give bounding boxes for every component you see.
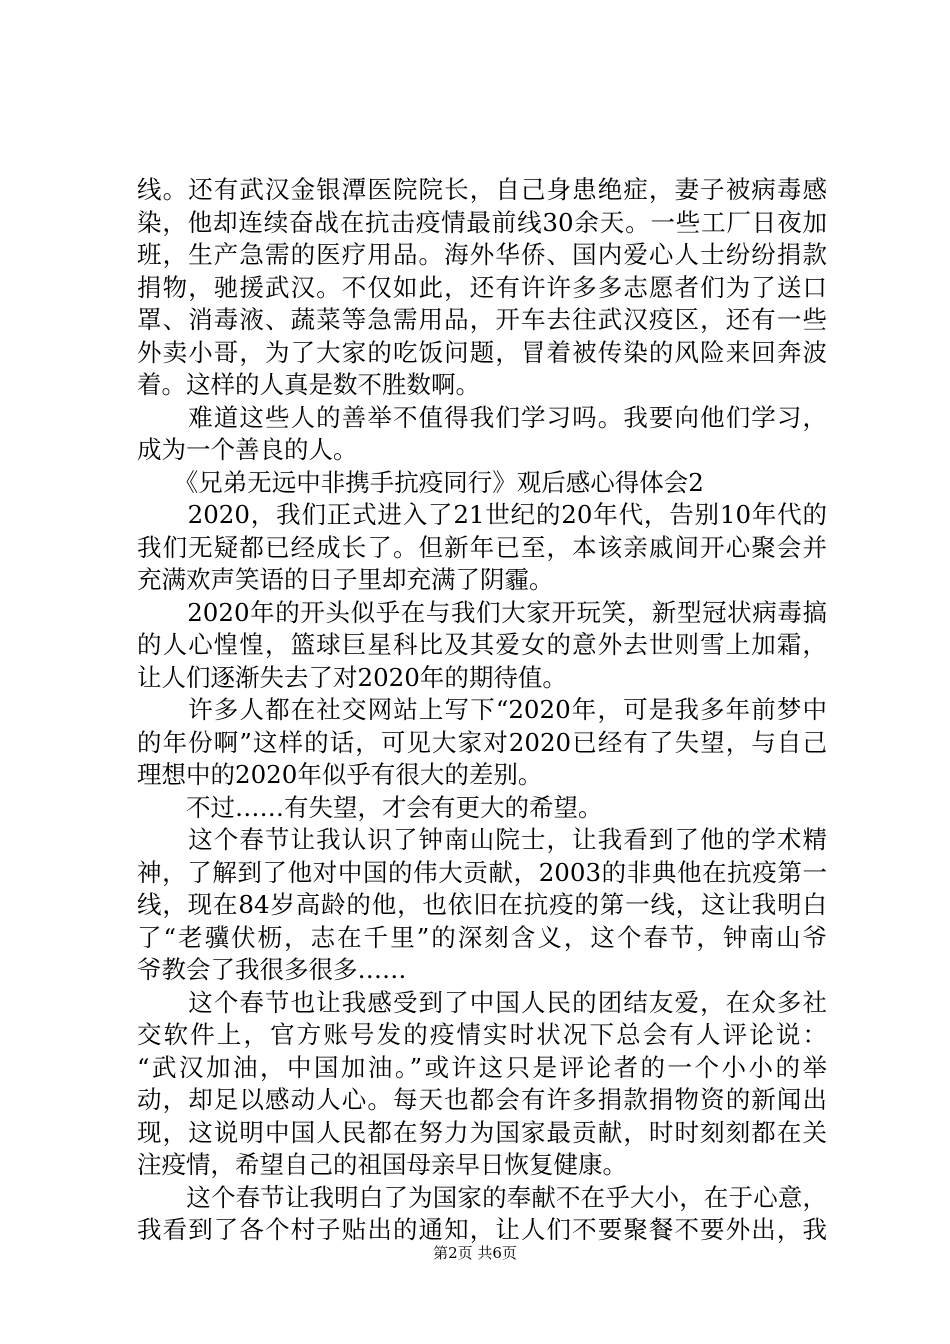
text-line: 这个春节让我认识了钟南山院士，让我看到了他的学术精 [137,825,827,854]
text-line: 充满欢声笑语的日子里却充满了阴霾。 [137,565,554,594]
text-line: 交软件上，官方账号发的疫情实时状况下总会有人评论说： [137,1020,827,1049]
text-line: 成为一个善良的人。 [137,435,358,464]
page-footer: 第2页 共6页 [433,1244,517,1262]
text-line: 动，却足以感动人心。每天也都会有许多捐款捐物资的新闻出 [137,1085,827,1114]
text-line: 《兄弟无远中非携手抗疫同行》观后感心得体会2 [137,467,704,497]
text-line: 许多人都在社交网站上写下“2020年，可是我多年前梦中 [137,695,827,724]
text-line: 不过……有失望，才会有更大的希望。 [137,792,603,822]
text-line: 线。还有武汉金银潭医院院长，自己身患绝症，妻子被病毒感 [137,175,827,204]
text-line: 难道这些人的善举不值得我们学习吗。我要向他们学习， [137,402,827,432]
text-line: 了“老骥伏枥，志在千里”的深刻含义，这个春节，钟南山爷 [137,922,827,952]
text-line: “武汉加油，中国加油。”或许这只是评论者的一个小小的举 [137,1052,827,1082]
body-text [137,174,827,1247]
text-line: 的年份啊”这样的话，可见大家对2020已经有了失望，与自己 [137,727,827,757]
text-line: 爷教会了我很多很多…… [137,955,407,984]
text-line: 我们无疑都已经成长了。但新年已至，本该亲戚间开心聚会并 [137,532,827,562]
text-line: 2020年的开头似乎在与我们大家开玩笑，新型冠状病毒搞 [137,597,827,627]
text-line: 外卖小哥，为了大家的吃饭问题，冒着被传染的风险来回奔波 [137,337,827,367]
text-line: 这个春节也让我感受到了中国人民的团结友爱，在众多社 [137,987,827,1017]
text-line: 现，这说明中国人民都在努力为国家最贡献，时时刻刻都在关 [137,1117,827,1147]
text-line: 的人心惶惶，篮球巨星科比及其爱女的意外去世则雪上加霜， [137,630,827,659]
text-line: 线，现在84岁高龄的他，也依旧在抗疫的第一线，这让我明白 [137,890,827,919]
text-line: 班，生产急需的医疗用品。海外华侨、国内爱心人士纷纷捐款 [137,240,827,269]
text-line: 让人们逐渐失去了对2020年的期待值。 [137,662,567,692]
text-line: 我看到了各个村子贴出的通知，让人们不要聚餐不要外出，我 [137,1215,827,1244]
text-line: 理想中的2020年似乎有很大的差别。 [137,760,543,789]
text-line: 这个春节让我明白了为国家的奉献不在乎大小，在于心意， [137,1182,827,1212]
text-line: 神，了解到了他对中国的伟大贡献，2003的非典他在抗疫第一 [137,857,827,887]
text-line: 罩、消毒液、蔬菜等急需用品，开车去往武汉疫区，还有一些 [137,305,827,334]
text-line: 染，他却连续奋战在抗击疫情最前线30余天。一些工厂日夜加 [137,207,827,237]
text-line: 着。这样的人真是数不胜数啊。 [137,370,480,399]
text-line: 注疫情，希望自己的祖国母亲早日恢复健康。 [137,1150,627,1179]
text-line: 2020，我们正式进入了21世纪的20年代，告别10年代的 [137,500,827,529]
text-line: 捐物，驰援武汉。不仅如此，还有许许多多志愿者们为了送口 [137,272,827,302]
